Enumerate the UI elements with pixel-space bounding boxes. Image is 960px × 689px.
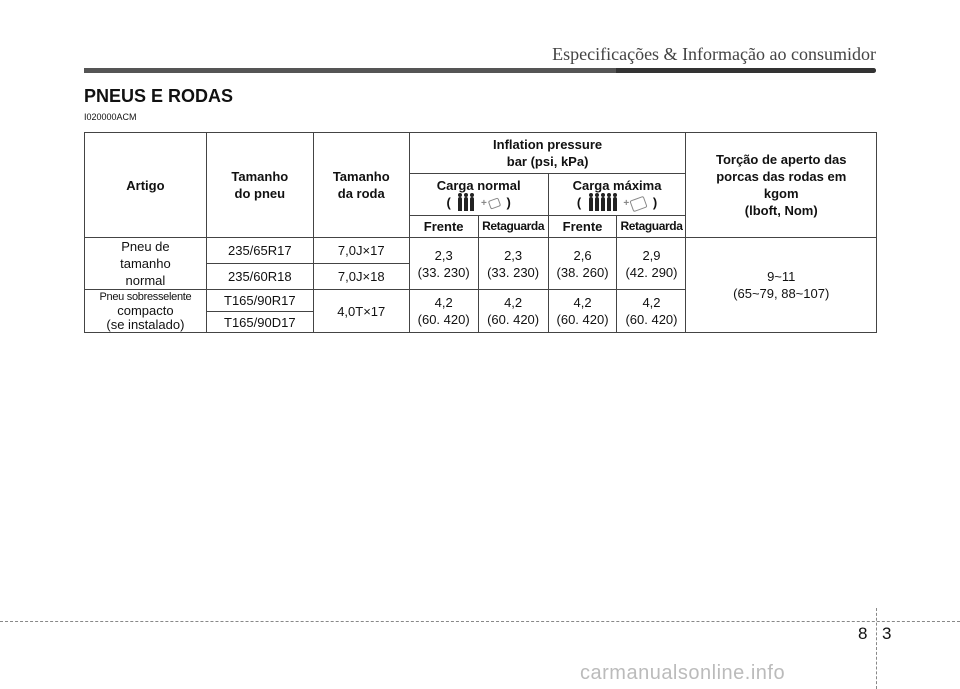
header-rule: [84, 68, 876, 73]
header-artigo: Artigo: [85, 133, 207, 238]
section-code: I020000ACM: [84, 112, 137, 122]
watermark: carmanualsonline.info: [580, 662, 786, 684]
spare-rear-max-pressure: 4,2 (60. 420): [617, 290, 686, 333]
header-normal-load: Carga normal ( + ): [409, 174, 548, 216]
header-front-normal: Frente: [409, 216, 478, 238]
header-front-max: Frente: [548, 216, 617, 238]
header-inflation-pressure: Inflation pressure bar (psi, kPa): [409, 133, 686, 174]
normal-tire-2: 235/60R18: [206, 264, 313, 290]
normal-wheel-1: 7,0J×17: [313, 238, 409, 264]
five-persons-and-bags-icon: +: [588, 194, 646, 212]
page-number-chapter: 8: [858, 624, 868, 643]
page-number: 3: [882, 624, 892, 643]
normal-rear-normal-pressure: 2,3 (33. 230): [478, 238, 548, 290]
row-normal-label: Pneu de tamanho normal: [85, 238, 207, 290]
spare-tire-2: T165/90D17: [206, 312, 313, 333]
torque-value: 9~11 (65~79, 88~107): [686, 238, 877, 333]
footer-divider: [876, 608, 877, 689]
spare-front-normal-pressure: 4,2 (60. 420): [409, 290, 478, 333]
three-persons-and-bag-icon: +: [457, 194, 499, 212]
normal-tire-1: 235/65R17: [206, 238, 313, 264]
chapter-title: Especificações & Informação ao consumidor: [552, 44, 876, 64]
spare-tire-1: T165/90R17: [206, 290, 313, 312]
footer-rule: [0, 621, 960, 622]
normal-front-normal-pressure: 2,3 (33. 230): [409, 238, 478, 290]
header-max-load: Carga máxima ( + ): [548, 174, 686, 216]
spare-front-max-pressure: 4,2 (60. 420): [548, 290, 617, 333]
header-rear-normal: Retaguarda: [478, 216, 548, 238]
section-title: PNEUS E RODAS: [84, 86, 234, 106]
header-torque: Torção de aperto das porcas das rodas em kgom (lboft, Nom): [686, 133, 877, 238]
normal-wheel-2: 7,0J×18: [313, 264, 409, 290]
spare-rear-normal-pressure: 4,2 (60. 420): [478, 290, 548, 333]
header-rear-max: Retaguarda: [617, 216, 686, 238]
header-tire-size: Tamanho do pneu: [206, 133, 313, 238]
normal-front-max-pressure: 2,6 (38. 260): [548, 238, 617, 290]
spare-wheel: 4,0T×17: [313, 290, 409, 333]
header-wheel-size: Tamanho da roda: [313, 133, 409, 238]
tire-wheel-spec-table: [84, 132, 877, 333]
row-spare-label: Pneu sobresselente compacto (se instalado): [85, 290, 207, 333]
normal-rear-max-pressure: 2,9 (42. 290): [617, 238, 686, 290]
